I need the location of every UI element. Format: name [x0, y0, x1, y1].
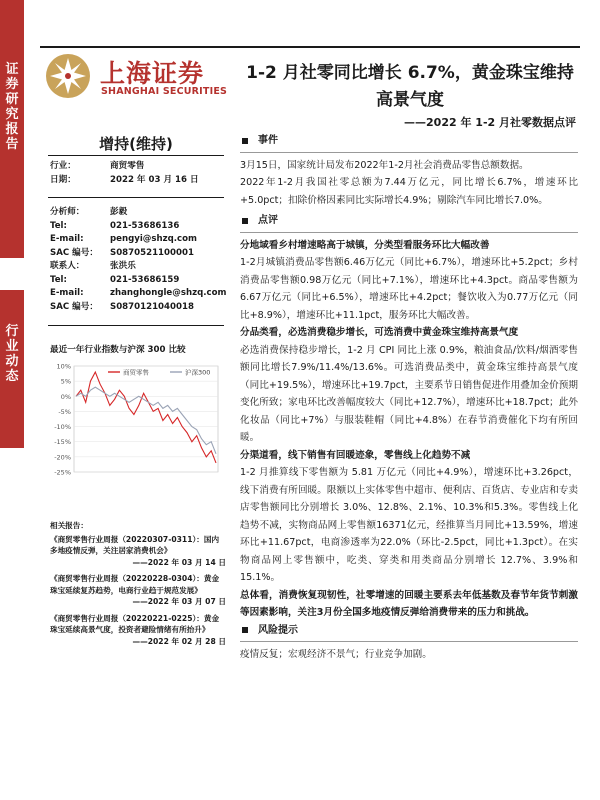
date-value: 2022 年 03 月 16 日	[110, 174, 199, 185]
related-report-3-date: ——2022 年 02 月 28 日	[132, 636, 226, 646]
chart-ytick-label: 5%	[60, 377, 71, 386]
section-risk-rule	[240, 641, 578, 642]
info-rule	[48, 197, 224, 198]
section-event-title: 事件	[258, 135, 278, 146]
contact-tel-row	[50, 274, 230, 288]
analyst-email-row	[50, 233, 230, 247]
contact-tel: 021-53686159	[110, 274, 180, 285]
section-risk	[240, 622, 578, 640]
analyst-name: 彭毅	[110, 207, 128, 217]
comment-1-head: 分地域看乡村增速略高于城镇，分类型看服务环比大幅改善	[240, 239, 490, 251]
comment-3-body: 1-2 月推算线下零售额为 5.81 万亿元（同比+4.9%），增速环比+3.26pct，线下消费有所回暖。限额以上实体零售中超市、便利店、百货店、专业店和专卖店零售额同比分别增长 3.0%、12.8%、2.1%、10.3%和5.3%。零售线上化趋势不减，实物商品网上零售额16371亿元，经推算当月同比+13.59%，增速环比+11.67pct，电商渗透率为22.0%（环比-2.5pct，同比+1.3pct）。在实物商品网上零售额中，吃类、穿类和用类商品分别增长 12.7%、3.9%和 15.1%。	[240, 467, 578, 583]
contact-tel-label: Tel:	[50, 274, 67, 285]
related-report-3[interactable]: 《商贸零售行业周报（20220221-0225）：黄金珠宝延续高景气度，投资者避险情绪有所抬升》	[50, 613, 220, 634]
date-label: 日期：	[50, 174, 76, 185]
chart-ytick-label: -15%	[54, 438, 71, 447]
industry-row	[50, 160, 230, 174]
related-reports-head: 相关报告：	[50, 521, 88, 530]
side-band-mid	[0, 290, 24, 448]
comment-2-head: 分品类看，必选消费稳步增长，可选消费中黄金珠宝维持高景气度	[240, 327, 519, 338]
rating-rule	[48, 155, 224, 156]
event-paragraph-2: 2022年1-2月我国社零总额为7.44万亿元，同比增长6.7%，增速环比+5.0pct；扣除价格因素同比实际增长4.9%；剔除汽车同比增长7.0%。	[240, 177, 578, 206]
comment-3-head: 分渠道看，线下销售有回暖迹象，零售线上化趋势不减	[240, 449, 471, 461]
square-bullet-icon	[242, 218, 248, 224]
contact-rule	[48, 325, 224, 326]
logo-en: SHANGHAI SECURITIES	[101, 86, 228, 97]
chart-ytick-label: -10%	[54, 423, 71, 432]
chart-legend-label-1: 商贸零售	[123, 368, 149, 377]
side-band-top-text: 证券研究报告	[5, 62, 19, 152]
section-comment-rule	[240, 232, 578, 233]
comment-1-body: 1-2月城镇消费品零售额6.46万亿元（同比+6.7%），增速环比+5.2pct；乡村消费品零售额0.98万亿元（同比+7.1%），增速环比+4.3pct。商品零售额为6.67万亿元（同比+6.5%），增速环比+4.2pct；餐饮收入为0.77万亿元（同比+8.9%），增速环比+11.1pct，服务环比大幅改善。	[240, 257, 578, 321]
side-band-mid-text: 行业动态	[5, 324, 19, 384]
contact-name: 张洪乐	[110, 261, 136, 271]
chart-ytick-label: 0%	[60, 392, 71, 401]
main-content	[240, 132, 578, 664]
analyst-email-label: E-mail:	[50, 234, 84, 244]
side-band-top	[0, 0, 24, 258]
square-bullet-icon	[242, 627, 248, 633]
related-report-1-date: ——2022 年 03 月 14 日	[132, 557, 226, 567]
analyst-tel: 021-53686136	[110, 220, 180, 231]
contact-sac: S0870121040018	[110, 301, 194, 312]
contact-email[interactable]: zhanghongle@shzq.com	[110, 288, 227, 298]
related-reports	[50, 520, 226, 652]
comment-4-summary: 总体看，消费恢复现韧性，社零增速的回暖主要系去年低基数及春节年货节刺激等因素影响，关注3月份全国多地疫情反弹给消费带来的压力和挑战。	[240, 589, 578, 618]
chart-legend-label-2: 沪深300	[185, 368, 211, 377]
analyst-sac: S0870521100001	[110, 247, 194, 258]
analyst-tel-label: Tel:	[50, 220, 67, 231]
contact-email-row	[50, 287, 230, 301]
industry-value: 商贸零售	[110, 161, 145, 171]
chart-plot-area	[74, 366, 218, 472]
contact-label: 联系人：	[50, 261, 85, 271]
section-risk-title: 风险提示	[258, 624, 298, 636]
chart-ytick-label: 10%	[56, 362, 71, 371]
comment-2-body: 必选消费保持稳步增长，1-2 月 CPI 同比上涨 0.9%，粮油食品/饮料/烟酒零售额同比增长7.9%/11.4%/13.6%。可选消费品类中，黄金珠宝维持高景气度（同比+19.5%），增速环比+19.7pct，主要系节日销售促进作用叠加金价预期变化所致；家电环比改善幅度较大（同比+12.7%），增速环比+18.7pct；此外化妆品（同比+7%）与服装鞋帽（同比+4.8%）在春节消费催化下均有所回暖。	[240, 344, 578, 443]
chart-ytick-label: -25%	[54, 468, 71, 477]
analyst-label: 分析师：	[50, 207, 85, 217]
related-report-1[interactable]: 《商贸零售行业周报（20220307-0311）：国内多地疫情反弹，关注居家消费机会》	[50, 534, 220, 555]
report-subtitle: ——2022 年 1-2 月社零数据点评	[404, 116, 576, 129]
date-row	[50, 174, 230, 188]
industry-label: 行业：	[50, 161, 76, 171]
analyst-sac-row	[50, 247, 230, 261]
chart-series-line-1	[76, 372, 216, 463]
analyst-sac-label: SAC 编号：	[50, 247, 98, 258]
header-rule	[40, 46, 580, 48]
related-report-2-date: ——2022 年 03 月 07 日	[132, 597, 226, 606]
chart-ytick-label: -5%	[58, 407, 71, 416]
chart-ytick-label: -20%	[54, 453, 71, 462]
logo-cn: 上海证券	[100, 59, 205, 88]
company-logo	[44, 52, 236, 100]
analyst-email[interactable]: pengyi@shzq.com	[110, 234, 197, 244]
rating: 增持(维持)	[99, 135, 173, 153]
contact-row	[50, 260, 230, 274]
analyst-info	[50, 206, 230, 314]
risk-text: 疫情反复；宏观经济不景气；行业竞争加剧。	[240, 649, 432, 660]
contact-sac-label: SAC 编号：	[50, 301, 98, 312]
section-event-rule	[240, 152, 578, 153]
basic-info	[50, 160, 230, 187]
contact-email-label: E-mail:	[50, 288, 84, 298]
related-report-2[interactable]: 《商贸零售行业周报（20220228-0304）：黄金珠宝延续复苏趋势，电商行业趋于规范发展》	[50, 574, 220, 595]
event-paragraph-1: 3月15日，国家统计局发布2022年1-2月社会消费品零售总额数据。	[240, 159, 529, 171]
index-comparison-chart	[48, 358, 224, 478]
section-event	[240, 132, 578, 150]
chart-title: 最近一年行业指数与沪深 300 比较	[50, 345, 186, 355]
square-bullet-icon	[242, 138, 248, 144]
analyst-row	[50, 206, 230, 220]
analyst-tel-row	[50, 220, 230, 234]
report-title: 1-2 月社零同比增长 6.7%，黄金珠宝维持高景气度	[246, 63, 574, 110]
contact-sac-row	[50, 301, 230, 315]
logo-mark-icon	[44, 52, 92, 100]
section-comment	[240, 212, 578, 230]
section-comment-title: 点评	[258, 215, 278, 226]
